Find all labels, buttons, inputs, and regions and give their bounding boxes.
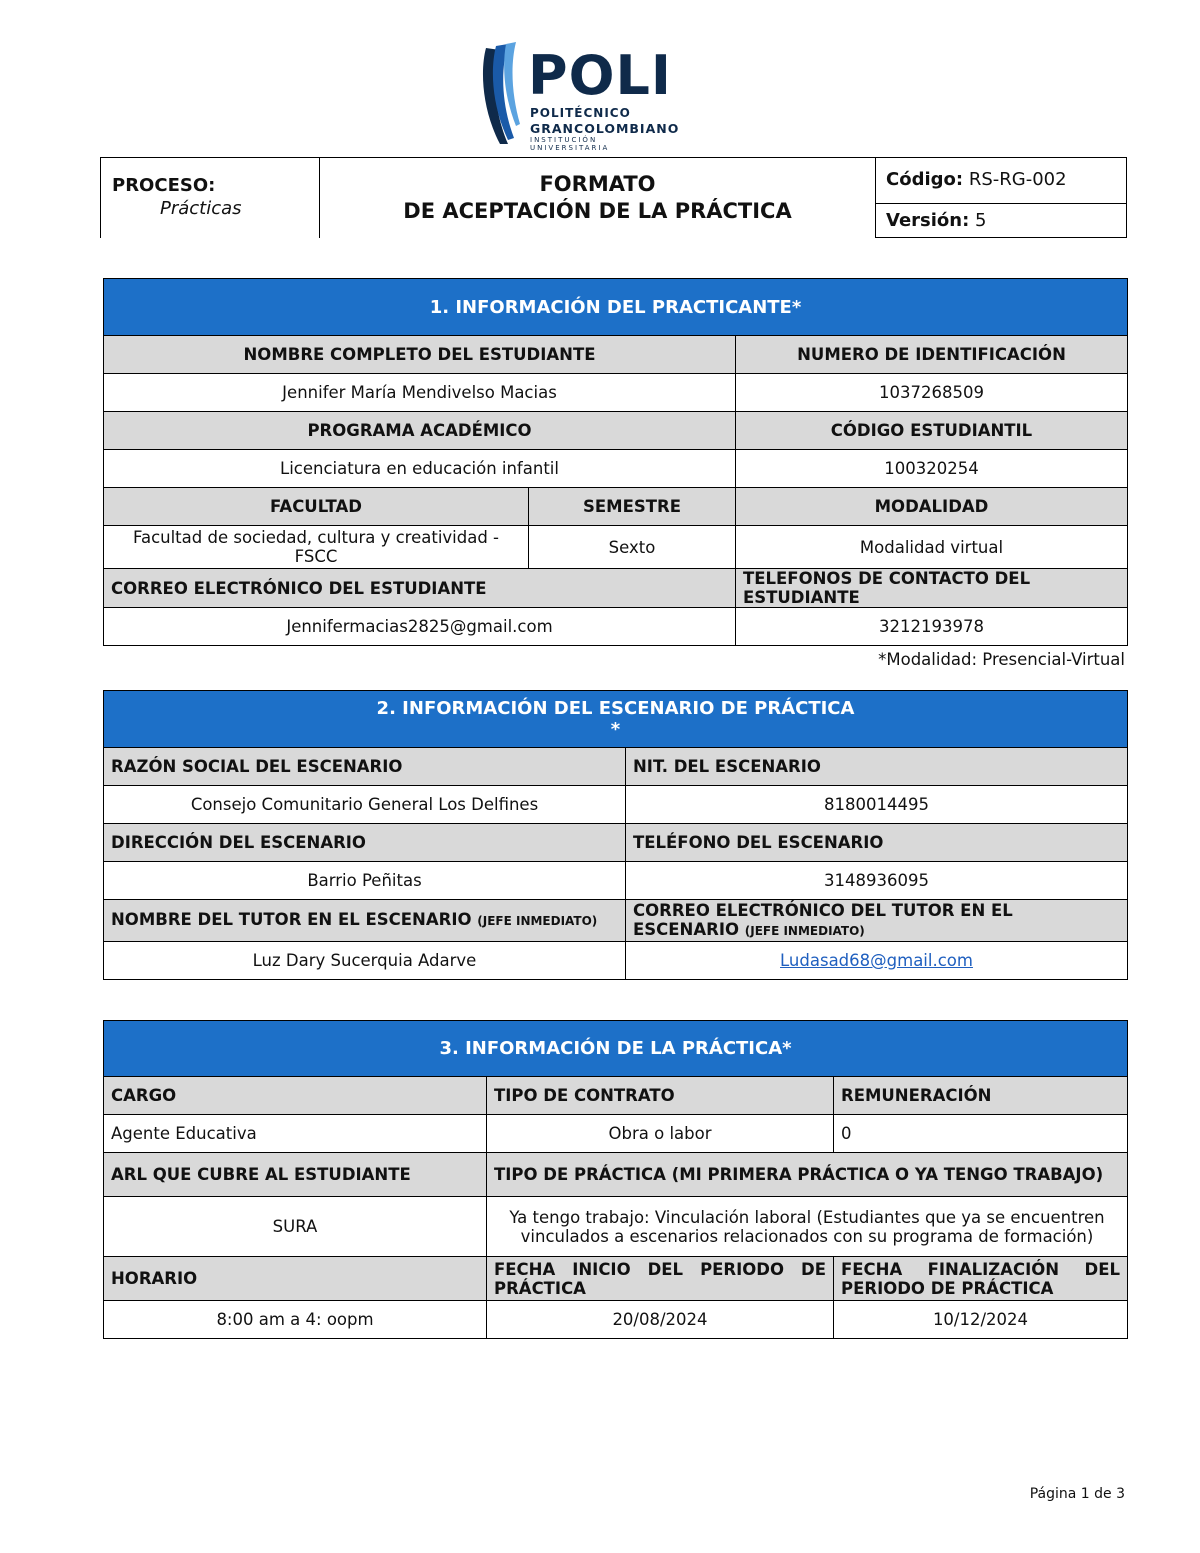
logo-line3: INSTITUCIÓN UNIVERSITARIA bbox=[530, 136, 610, 152]
start-date-label: FECHA INICIO DEL PERIODO DE PRÁCTICA bbox=[487, 1257, 834, 1301]
tutor-value: Luz Dary Sucerquia Adarve bbox=[104, 942, 626, 980]
contract-value: Obra o labor bbox=[487, 1115, 834, 1153]
position-label: CARGO bbox=[104, 1077, 487, 1115]
tutor-email-label-cell bbox=[626, 900, 1128, 942]
tutor-email-label-note: (JEFE INMEDIATO) bbox=[744, 923, 865, 938]
tutor-email-link[interactable]: Ludasad68@gmail.com bbox=[780, 951, 973, 970]
semester-label: SEMESTRE bbox=[529, 488, 736, 526]
code-label: Código: bbox=[886, 169, 964, 190]
nit-label: NIT. DEL ESCENARIO bbox=[626, 748, 1128, 786]
section2-title-line1: 2. INFORMACIÓN DEL ESCENARIO DE PRÁCTICA bbox=[376, 698, 855, 719]
section2-title-line2: * bbox=[610, 719, 621, 740]
modality-label: MODALIDAD bbox=[736, 488, 1128, 526]
arl-value: SURA bbox=[104, 1197, 487, 1257]
section3-title: 3. INFORMACIÓN DE LA PRÁCTICA* bbox=[104, 1021, 1128, 1077]
section-practica bbox=[103, 1020, 1128, 1339]
company-label: RAZÓN SOCIAL DEL ESCENARIO bbox=[104, 748, 626, 786]
page-number: Página 1 de 3 bbox=[1029, 1486, 1125, 1502]
tutor-label-cell bbox=[104, 900, 626, 942]
faculty-label: FACULTAD bbox=[104, 488, 529, 526]
tutor-label: NOMBRE DEL TUTOR EN EL ESCENARIO bbox=[111, 910, 472, 929]
company-value: Consejo Comunitario General Los Delfines bbox=[104, 786, 626, 824]
schedule-label: HORARIO bbox=[104, 1257, 487, 1301]
student-email-label: CORREO ELECTRÓNICO DEL ESTUDIANTE bbox=[104, 569, 736, 608]
nit-value: 8180014495 bbox=[626, 786, 1128, 824]
faculty-value: Facultad de sociedad, cultura y creatividad - FSCC bbox=[104, 526, 529, 569]
student-id-label: NUMERO DE IDENTIFICACIÓN bbox=[736, 336, 1128, 374]
address-label: DIRECCIÓN DEL ESCENARIO bbox=[104, 824, 626, 862]
practice-type-value: Ya tengo trabajo: Vinculación laboral (Estudiantes que ya se encuentren vinculados a escenarios relacionados con su programa de formación) bbox=[487, 1197, 1128, 1257]
program-value: Licenciatura en educación infantil bbox=[104, 450, 736, 488]
document-header bbox=[100, 157, 1127, 238]
semester-value: Sexto bbox=[529, 526, 736, 569]
code-value: RS-RG-002 bbox=[968, 169, 1067, 190]
tutor-email-label: CORREO ELECTRÓNICO DEL TUTOR EN EL ESCENARIO bbox=[633, 900, 1013, 939]
student-name-label: NOMBRE COMPLETO DEL ESTUDIANTE bbox=[104, 336, 736, 374]
poli-swoosh-icon bbox=[478, 40, 528, 148]
address-value: Barrio Peñitas bbox=[104, 862, 626, 900]
student-phone-label: TELEFONOS DE CONTACTO DEL ESTUDIANTE bbox=[736, 569, 1128, 608]
logo-line1: POLITÉCNICO bbox=[530, 106, 631, 120]
student-email-value: Jennifermacias2825@gmail.com bbox=[104, 608, 736, 646]
arl-label: ARL QUE CUBRE AL ESTUDIANTE bbox=[104, 1153, 487, 1197]
tutor-email-cell bbox=[626, 942, 1128, 980]
end-date-value: 10/12/2024 bbox=[834, 1301, 1128, 1339]
logo-wordmark: POLI bbox=[528, 44, 672, 107]
practice-type-label: TIPO DE PRÁCTICA (MI PRIMERA PRÁCTICA O YA TENGO TRABAJO) bbox=[487, 1153, 1128, 1197]
section1-title: 1. INFORMACIÓN DEL PRACTICANTE* bbox=[104, 279, 1128, 336]
modality-note: *Modalidad: Presencial-Virtual bbox=[878, 650, 1125, 669]
start-date-value: 20/08/2024 bbox=[487, 1301, 834, 1339]
section-practicante bbox=[103, 278, 1128, 646]
version-field bbox=[886, 210, 986, 231]
section2-title bbox=[104, 691, 1128, 748]
process-value: Prácticas bbox=[160, 198, 242, 219]
title-line1: FORMATO bbox=[539, 172, 656, 196]
contract-label: TIPO DE CONTRATO bbox=[487, 1077, 834, 1115]
student-name-value: Jennifer María Mendivelso Macias bbox=[104, 374, 736, 412]
pay-label: REMUNERACIÓN bbox=[834, 1077, 1128, 1115]
logo-line2: GRANCOLOMBIANO bbox=[530, 121, 680, 136]
scenario-phone-value: 3148936095 bbox=[626, 862, 1128, 900]
version-value: 5 bbox=[975, 210, 987, 231]
program-label: PROGRAMA ACADÉMICO bbox=[104, 412, 736, 450]
schedule-value: 8:00 am a 4: oopm bbox=[104, 1301, 487, 1339]
modality-value: Modalidad virtual bbox=[736, 526, 1128, 569]
poli-logo bbox=[478, 40, 680, 152]
student-id-value: 1037268509 bbox=[736, 374, 1128, 412]
position-value: Agente Educativa bbox=[104, 1115, 487, 1153]
process-label: PROCESO: bbox=[112, 175, 216, 196]
title-line2: DE ACEPTACIÓN DE LA PRÁCTICA bbox=[403, 199, 792, 223]
scenario-phone-label: TELÉFONO DEL ESCENARIO bbox=[626, 824, 1128, 862]
version-label: Versión: bbox=[886, 210, 970, 231]
end-date-label: FECHA FINALIZACIÓN DEL PERIODO DE PRÁCTICA bbox=[834, 1257, 1128, 1301]
student-phone-value: 3212193978 bbox=[736, 608, 1128, 646]
tutor-label-note: (JEFE INMEDIATO) bbox=[477, 914, 598, 928]
document-title bbox=[320, 171, 875, 225]
student-code-label: CÓDIGO ESTUDIANTIL bbox=[736, 412, 1128, 450]
section-escenario bbox=[103, 690, 1128, 980]
student-code-value: 100320254 bbox=[736, 450, 1128, 488]
pay-value: 0 bbox=[834, 1115, 1128, 1153]
code-field bbox=[886, 169, 1067, 190]
